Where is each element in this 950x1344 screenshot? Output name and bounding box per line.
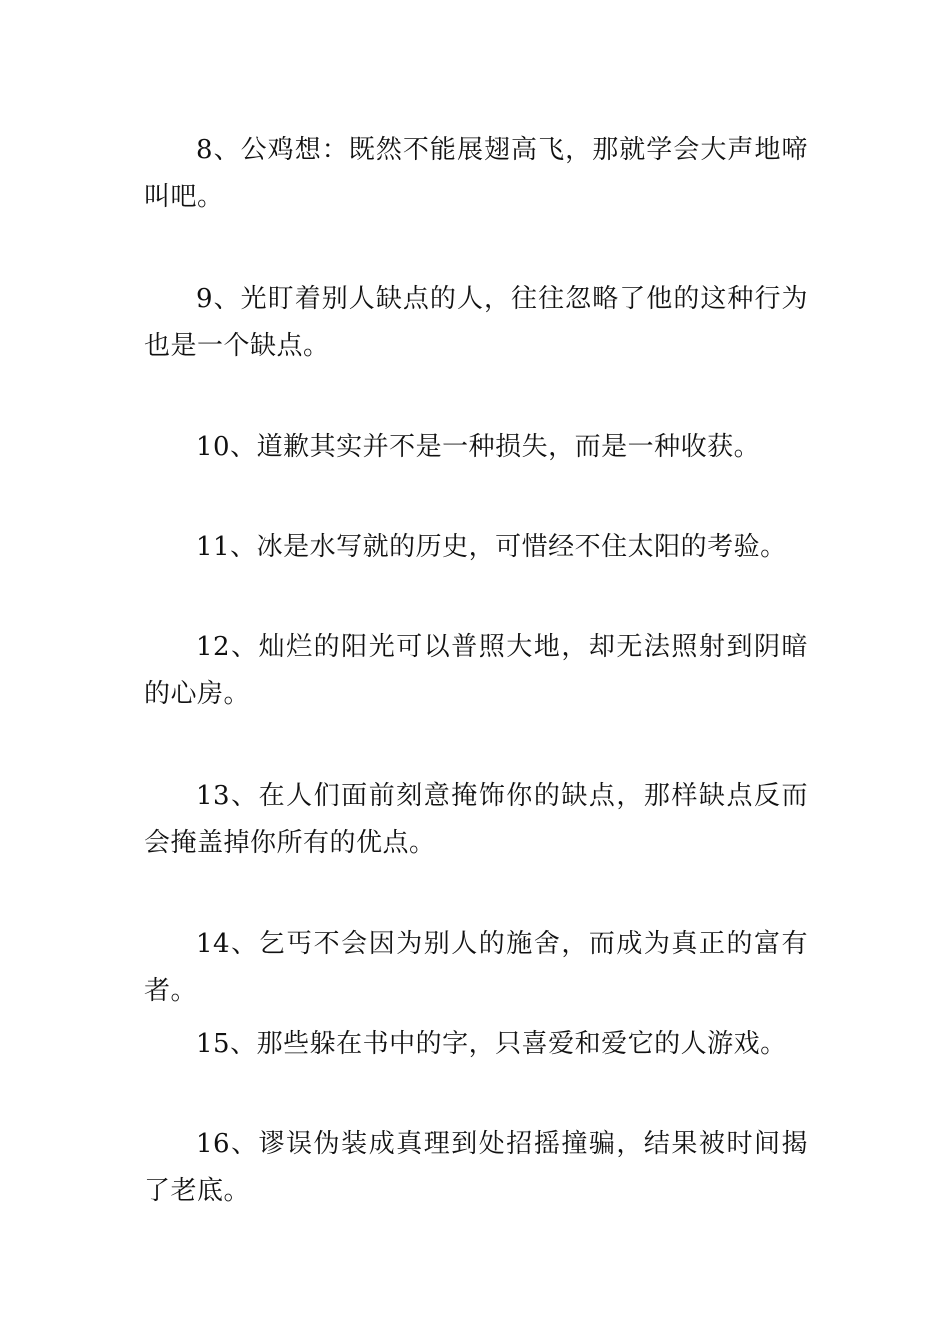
paragraph-12: 12、灿烂的阳光可以普照大地，却无法照射到阴暗的心房。 (144, 632, 808, 709)
paragraph-10: 10、道歉其实并不是一种损失，而是一种收获。 (196, 432, 761, 462)
paragraph-9: 9、光盯着别人缺点的人，往往忽略了他的这种行为也是一个缺点。 (144, 284, 808, 361)
paragraph-15: 15、那些躲在书中的字，只喜爱和爱它的人游戏。 (196, 1029, 787, 1059)
paragraph-8: 8、公鸡想：既然不能展翅高飞，那就学会大声地啼叫吧。 (144, 135, 808, 212)
paragraph-13: 13、在人们面前刻意掩饰你的缺点，那样缺点反而会掩盖掉你所有的优点。 (144, 781, 808, 858)
paragraph-11: 11、冰是水写就的历史，可惜经不住太阳的考验。 (196, 532, 787, 562)
paragraph-14: 14、乞丐不会因为别人的施舍，而成为真正的富有者。 (144, 929, 808, 1006)
paragraph-16: 16、谬误伪装成真理到处招摇撞骗，结果被时间揭了老底。 (144, 1129, 808, 1206)
